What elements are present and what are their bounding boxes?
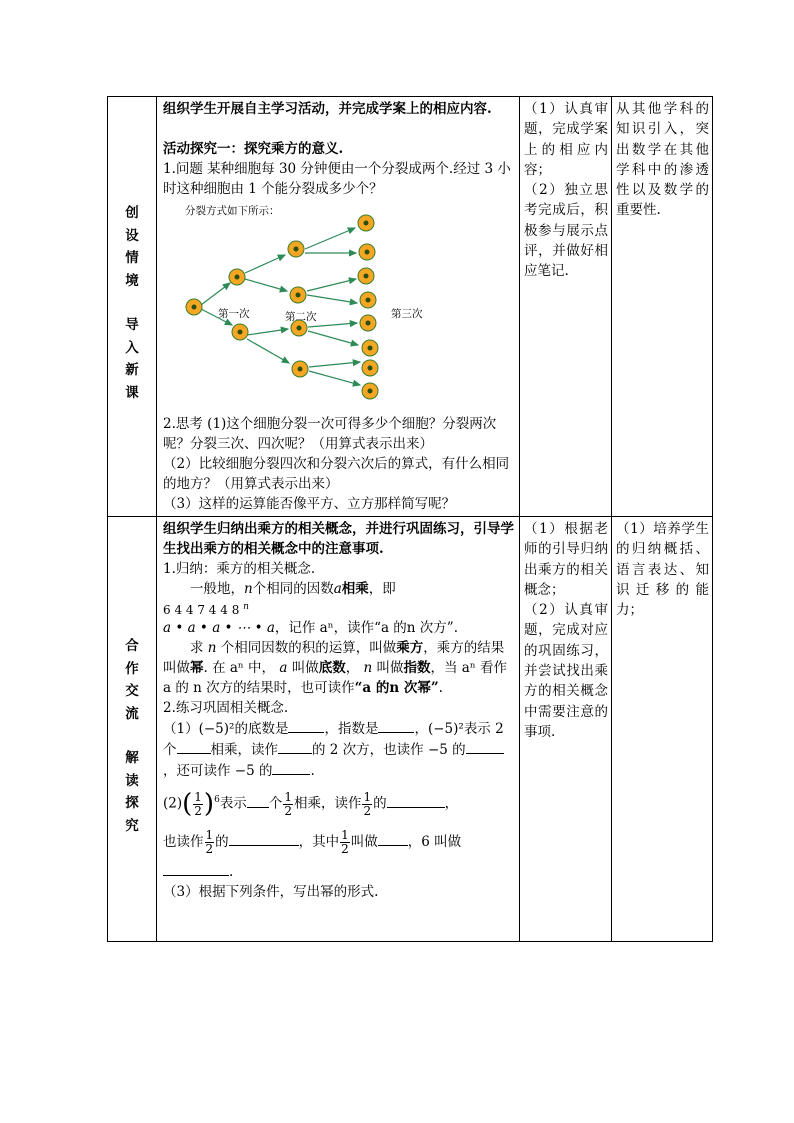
student-step: （1）认真审题，完成学案上的相应内容； <box>524 101 608 178</box>
cell-icon <box>232 324 248 340</box>
answer-blank[interactable] <box>163 861 229 876</box>
practice-q2-line3: . <box>163 861 515 882</box>
student-step: （1）根据老师的引导归纳出乘方的相关概念； <box>524 521 608 598</box>
activity-title: 活动探究一：探究乘方的意义. <box>163 141 344 157</box>
stage-char: 新 <box>125 362 139 378</box>
stage-char: 流 <box>125 705 139 722</box>
fraction-one-half: $\frac{1}{2}$ <box>284 789 292 818</box>
cell-icon <box>360 315 376 331</box>
lesson-plan-table <box>107 96 713 942</box>
fraction-one-half: $\frac{1}{2}$ <box>363 789 372 818</box>
design-intent-cell <box>612 97 713 517</box>
cell-icon <box>229 269 245 285</box>
stage-gap <box>124 292 140 314</box>
answer-blank[interactable] <box>378 718 414 733</box>
think-question-1: 2.思考 (1)这个细胞分裂一次可得多少个细胞？分裂两次呢？分裂三次、四次呢？（用算式表示出来） <box>163 416 497 452</box>
division-tree-svg <box>163 199 493 414</box>
practice-title: 2.练习巩固相关概念. <box>163 700 289 716</box>
split-label-1: 第一次 <box>218 308 250 320</box>
cell-icon <box>290 287 306 303</box>
cell-icon <box>288 241 304 257</box>
summary-title: 1.归纳：乘方的相关概念. <box>163 561 316 577</box>
cell-icon <box>358 215 374 231</box>
stage-char: 境 <box>125 272 139 289</box>
answer-blank[interactable] <box>229 831 299 846</box>
table-row-cooperation <box>108 517 713 942</box>
stage-char: 设 <box>125 227 139 244</box>
practice-q1: （1）(−5)²的底数是 ，指数是 ，(−5)²表示 2 个 相乘，读作 的 2 次方，也读作 −5 的，还可读作 −5 的 . <box>163 718 515 781</box>
split-label-3: 第三次 <box>391 308 423 320</box>
answer-blank[interactable] <box>466 739 504 754</box>
student-step: （2）独立思考完成后，积极参与展示点评，并做好相应笔记. <box>524 182 608 280</box>
answer-blank[interactable] <box>387 793 445 808</box>
cell-icon <box>362 383 378 399</box>
diagram-caption: 分裂方式如下所示： <box>185 205 280 217</box>
cell-icon <box>362 340 378 356</box>
teacher-activity-cell <box>157 517 520 942</box>
practice-q3: （3）根据下列条件，写出幂的形式. <box>163 883 379 900</box>
stage-char: 究 <box>125 817 139 834</box>
stage-cell <box>108 97 157 517</box>
design-intent: 从其他学科的知识引入，突出数学在其他学科中的渗透性以及数学的重要性. <box>616 101 709 219</box>
practice-q2-line2: 也读作 $\frac{1}{2}$ 的 ，其中 $\frac{1}{2}$ 叫做 ，6 叫做 <box>163 827 462 856</box>
brace-line: 6 4 4 7 4 4 8 $^n$ <box>163 602 249 617</box>
student-step: （2）认真审题，完成对应的巩固练习，并尝试找出乘方的相关概念中需要注意的事项. <box>524 602 608 740</box>
stage-char: 导 <box>125 317 139 333</box>
stage-char: 课 <box>125 384 139 401</box>
activity-intro: 组织学生开展自主学习活动，并完成学案上的相应内容. <box>163 101 492 117</box>
stage-char: 探 <box>125 795 139 811</box>
answer-blank[interactable] <box>288 718 324 733</box>
cell-icon <box>360 292 376 308</box>
stage-char: 交 <box>125 683 139 699</box>
definition-line: 一般地，n个相同的因数a相乘，即 <box>190 581 396 597</box>
student-activity-cell <box>520 517 612 942</box>
stage-gap <box>124 725 140 747</box>
answer-blank[interactable] <box>177 739 211 754</box>
split-label-2: 第二次 <box>285 311 317 323</box>
cell-division-diagram <box>163 199 493 414</box>
fraction-one-half: $\frac{1}{2}$ <box>194 789 202 818</box>
student-activity-cell <box>520 97 612 517</box>
problem-text: 1.问题 某种细胞每 30 分钟便由一个分裂成两个.经过 3 小时这种细胞由 1 个能分裂成多少个？ <box>163 161 511 197</box>
design-intent: （1）培养学生的归纳概括、语言表达、知识迁移的能力； <box>616 521 709 619</box>
stage-char: 作 <box>125 660 139 677</box>
think-question-3: （3）这样的运算能否像平方、立方那样简写呢？ <box>163 496 456 512</box>
cell-icon <box>292 361 308 377</box>
cell-icon <box>359 244 375 260</box>
stage-char: 情 <box>125 250 139 266</box>
cell-icon <box>358 268 374 284</box>
teacher-activity-cell <box>157 97 520 517</box>
answer-blank[interactable] <box>272 760 310 775</box>
definition-2: 求 n 个相同因数的积的运算，叫做乘方，乘方的结果叫做幂. 在 aⁿ 中， a 叫做底数， n 叫做指数，当 aⁿ 看作 a 的 n 次方的结果时，也可读作“a 的n 次幂”. <box>163 640 507 696</box>
fraction-one-half: $\frac{1}{2}$ <box>205 827 214 856</box>
cells <box>186 215 378 399</box>
answer-blank[interactable] <box>278 739 312 754</box>
activity-intro: 组织学生归纳出乘方的相关概念，并进行巩固练习，引导学生找出乘方的相关概念中的注意事项. <box>163 521 514 557</box>
think-question-2: （2）比较细胞分裂四次和分裂六次后的算式，有什么相同的地方？（用算式表示出来） <box>163 456 510 492</box>
answer-blank[interactable] <box>247 793 269 808</box>
practice-q2-line1: (2)( $\frac{1}{2}$ )$^6$表示 个 $\frac{1}{2}$ 相乘，读作 $\frac{1}{2}$ 的 ， <box>163 789 459 819</box>
fraction-one-half: $\frac{1}{2}$ <box>341 827 349 856</box>
stage-char: 合 <box>125 638 139 654</box>
product-line: a • a • a • ⋯ • a，记作 aⁿ，读作“a 的n 次方”. <box>163 620 458 636</box>
stage-char: 解 <box>125 750 139 766</box>
answer-blank[interactable] <box>378 831 408 846</box>
stage-char: 读 <box>125 772 139 789</box>
design-intent-cell <box>612 517 713 942</box>
cell-icon <box>362 360 378 376</box>
table-row-create-situation <box>108 97 713 517</box>
stage-char: 创 <box>125 205 139 221</box>
stage-char: 入 <box>125 339 139 356</box>
cell-icon <box>186 299 202 315</box>
stage-cell <box>108 517 157 942</box>
